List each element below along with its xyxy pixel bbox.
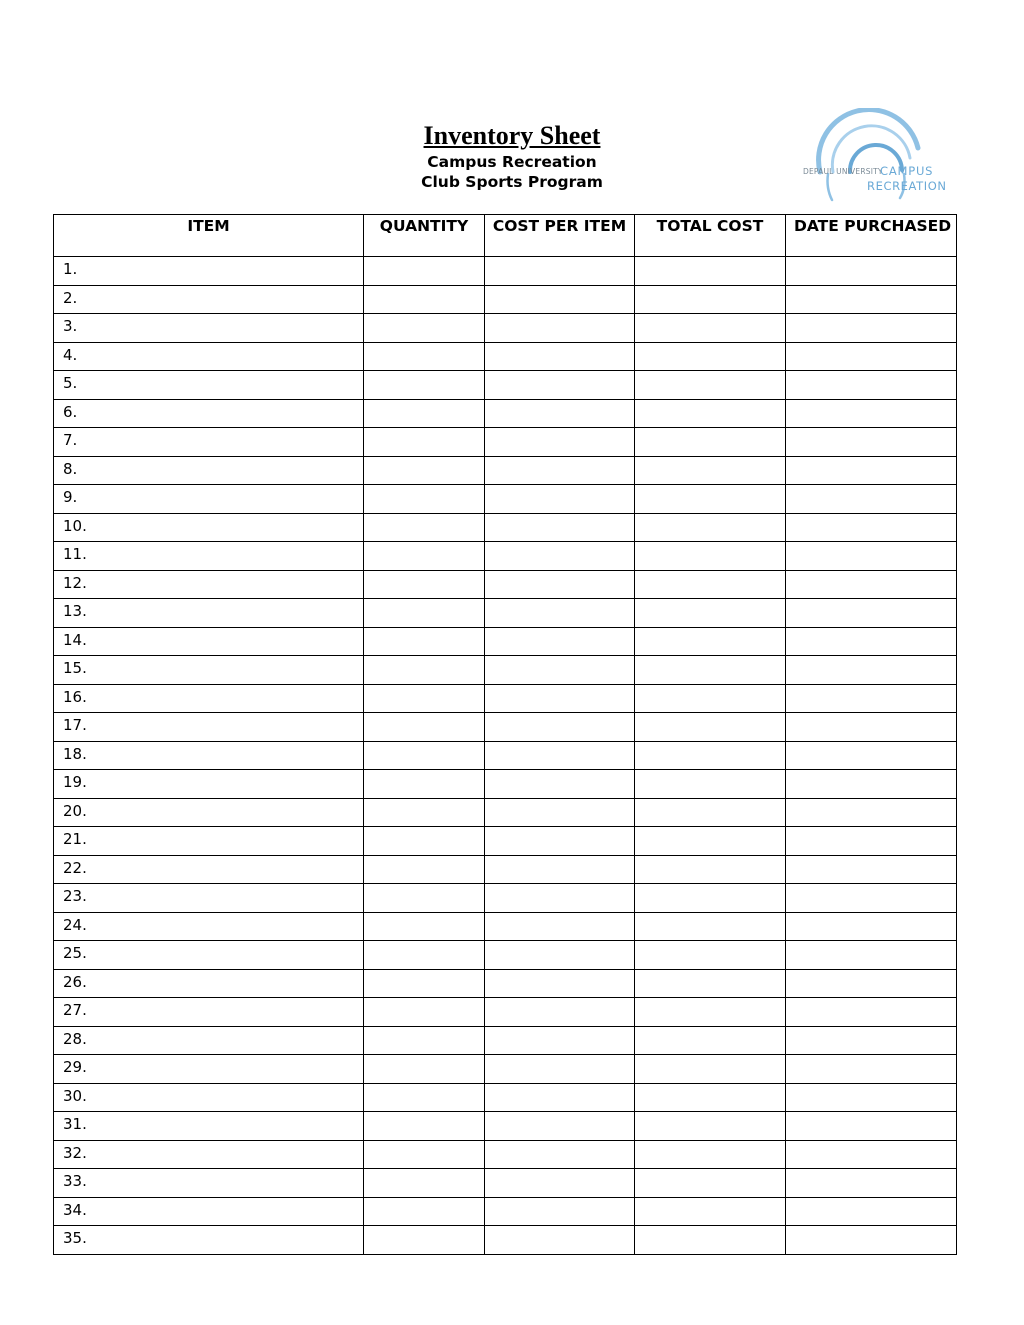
quantity-cell: [364, 855, 485, 884]
table-row: [54, 342, 957, 371]
total-cost-cell: [635, 884, 786, 913]
campus-recreation-logo: [800, 108, 947, 204]
quantity-cell: [364, 542, 485, 571]
date-purchased-cell: [786, 513, 957, 542]
cost-per-item-cell: [485, 798, 635, 827]
cost-per-item-cell: [485, 1083, 635, 1112]
total-cost-cell: [635, 371, 786, 400]
total-cost-cell: [635, 770, 786, 799]
quantity-cell: [364, 1169, 485, 1198]
item-cell: 17.: [54, 713, 364, 742]
table-row: [54, 627, 957, 656]
quantity-cell: [364, 941, 485, 970]
column-header-cost-per-item: COST PER ITEM: [485, 215, 635, 257]
date-purchased-cell: [786, 656, 957, 685]
cost-per-item-cell: [485, 1055, 635, 1084]
column-header-item: ITEM: [54, 215, 364, 257]
total-cost-cell: [635, 912, 786, 941]
item-cell: 32.: [54, 1140, 364, 1169]
table-row: [54, 599, 957, 628]
total-cost-cell: [635, 741, 786, 770]
date-purchased-cell: [786, 371, 957, 400]
quantity-cell: [364, 570, 485, 599]
total-cost-cell: [635, 713, 786, 742]
document-title: Inventory Sheet: [423, 121, 601, 150]
quantity-cell: [364, 713, 485, 742]
total-cost-cell: [635, 1169, 786, 1198]
item-cell: 6.: [54, 399, 364, 428]
total-cost-cell: [635, 1197, 786, 1226]
quantity-cell: [364, 1140, 485, 1169]
item-cell: 1.: [54, 257, 364, 286]
total-cost-cell: [635, 1055, 786, 1084]
date-purchased-cell: [786, 542, 957, 571]
inventory-table-body: [54, 257, 957, 1255]
total-cost-cell: [635, 969, 786, 998]
logo-university-text: DEPAUL UNIVERSITY: [803, 167, 883, 176]
total-cost-cell: [635, 513, 786, 542]
table-row: [54, 1112, 957, 1141]
date-purchased-cell: [786, 1140, 957, 1169]
date-purchased-cell: [786, 941, 957, 970]
cost-per-item-cell: [485, 627, 635, 656]
quantity-cell: [364, 1026, 485, 1055]
table-row: [54, 428, 957, 457]
cost-per-item-cell: [485, 257, 635, 286]
item-cell: 26.: [54, 969, 364, 998]
quantity-cell: [364, 684, 485, 713]
document-subtitle-program: Club Sports Program: [421, 173, 603, 191]
table-row: [54, 513, 957, 542]
item-cell: 30.: [54, 1083, 364, 1112]
cost-per-item-cell: [485, 855, 635, 884]
total-cost-cell: [635, 1026, 786, 1055]
quantity-cell: [364, 884, 485, 913]
document-subtitle-department: Campus Recreation: [427, 153, 597, 171]
date-purchased-cell: [786, 342, 957, 371]
total-cost-cell: [635, 257, 786, 286]
quantity-cell: [364, 1197, 485, 1226]
date-purchased-cell: [786, 570, 957, 599]
cost-per-item-cell: [485, 713, 635, 742]
date-purchased-cell: [786, 827, 957, 856]
quantity-cell: [364, 741, 485, 770]
item-cell: 22.: [54, 855, 364, 884]
cost-per-item-cell: [485, 912, 635, 941]
item-cell: 34.: [54, 1197, 364, 1226]
total-cost-cell: [635, 798, 786, 827]
logo-campus-text: CAMPUS: [880, 164, 934, 178]
cost-per-item-cell: [485, 456, 635, 485]
cost-per-item-cell: [485, 314, 635, 343]
logo-recreation-text: RECREATION: [867, 179, 947, 193]
date-purchased-cell: [786, 399, 957, 428]
cost-per-item-cell: [485, 827, 635, 856]
table-row: [54, 542, 957, 571]
item-cell: 11.: [54, 542, 364, 571]
item-cell: 15.: [54, 656, 364, 685]
cost-per-item-cell: [485, 969, 635, 998]
item-cell: 7.: [54, 428, 364, 457]
total-cost-cell: [635, 1112, 786, 1141]
total-cost-cell: [635, 428, 786, 457]
item-cell: 27.: [54, 998, 364, 1027]
item-cell: 16.: [54, 684, 364, 713]
table-row: [54, 570, 957, 599]
table-header-row: [54, 215, 957, 257]
item-cell: 35.: [54, 1226, 364, 1255]
cost-per-item-cell: [485, 485, 635, 514]
quantity-cell: [364, 599, 485, 628]
date-purchased-cell: [786, 428, 957, 457]
total-cost-cell: [635, 855, 786, 884]
total-cost-cell: [635, 684, 786, 713]
quantity-cell: [364, 371, 485, 400]
item-cell: 23.: [54, 884, 364, 913]
table-row: [54, 855, 957, 884]
date-purchased-cell: [786, 855, 957, 884]
cost-per-item-cell: [485, 599, 635, 628]
quantity-cell: [364, 1226, 485, 1255]
date-purchased-cell: [786, 884, 957, 913]
item-cell: 19.: [54, 770, 364, 799]
item-cell: 2.: [54, 285, 364, 314]
cost-per-item-cell: [485, 998, 635, 1027]
quantity-cell: [364, 485, 485, 514]
date-purchased-cell: [786, 1055, 957, 1084]
cost-per-item-cell: [485, 684, 635, 713]
table-row: [54, 1226, 957, 1255]
quantity-cell: [364, 998, 485, 1027]
item-cell: 13.: [54, 599, 364, 628]
total-cost-cell: [635, 542, 786, 571]
item-cell: 3.: [54, 314, 364, 343]
date-purchased-cell: [786, 998, 957, 1027]
table-row: [54, 998, 957, 1027]
cost-per-item-cell: [485, 570, 635, 599]
cost-per-item-cell: [485, 428, 635, 457]
cost-per-item-cell: [485, 1140, 635, 1169]
cost-per-item-cell: [485, 1226, 635, 1255]
column-header-date-purchased: DATE PURCHASED: [786, 215, 957, 257]
cost-per-item-cell: [485, 513, 635, 542]
total-cost-cell: [635, 1140, 786, 1169]
item-cell: 31.: [54, 1112, 364, 1141]
date-purchased-cell: [786, 1112, 957, 1141]
total-cost-cell: [635, 399, 786, 428]
total-cost-cell: [635, 627, 786, 656]
quantity-cell: [364, 428, 485, 457]
item-cell: 25.: [54, 941, 364, 970]
item-cell: 14.: [54, 627, 364, 656]
table-row: [54, 941, 957, 970]
cost-per-item-cell: [485, 770, 635, 799]
cost-per-item-cell: [485, 399, 635, 428]
total-cost-cell: [635, 827, 786, 856]
quantity-cell: [364, 314, 485, 343]
table-row: [54, 912, 957, 941]
table-row: [54, 684, 957, 713]
table-row: [54, 1169, 957, 1198]
item-cell: 18.: [54, 741, 364, 770]
item-cell: 8.: [54, 456, 364, 485]
total-cost-cell: [635, 1083, 786, 1112]
quantity-cell: [364, 656, 485, 685]
date-purchased-cell: [786, 713, 957, 742]
table-row: [54, 285, 957, 314]
total-cost-cell: [635, 1226, 786, 1255]
date-purchased-cell: [786, 684, 957, 713]
cost-per-item-cell: [485, 542, 635, 571]
table-row: [54, 884, 957, 913]
table-row: [54, 770, 957, 799]
total-cost-cell: [635, 285, 786, 314]
table-row: [54, 713, 957, 742]
table-row: [54, 798, 957, 827]
date-purchased-cell: [786, 1169, 957, 1198]
date-purchased-cell: [786, 456, 957, 485]
item-cell: 20.: [54, 798, 364, 827]
quantity-cell: [364, 342, 485, 371]
quantity-cell: [364, 257, 485, 286]
cost-per-item-cell: [485, 1169, 635, 1198]
date-purchased-cell: [786, 485, 957, 514]
table-row: [54, 1026, 957, 1055]
total-cost-cell: [635, 599, 786, 628]
quantity-cell: [364, 456, 485, 485]
date-purchased-cell: [786, 1083, 957, 1112]
date-purchased-cell: [786, 257, 957, 286]
quantity-cell: [364, 1055, 485, 1084]
total-cost-cell: [635, 998, 786, 1027]
column-header-total-cost: TOTAL COST: [635, 215, 786, 257]
date-purchased-cell: [786, 599, 957, 628]
date-purchased-cell: [786, 1226, 957, 1255]
quantity-cell: [364, 798, 485, 827]
cost-per-item-cell: [485, 371, 635, 400]
item-cell: 4.: [54, 342, 364, 371]
quantity-cell: [364, 770, 485, 799]
item-cell: 28.: [54, 1026, 364, 1055]
date-purchased-cell: [786, 285, 957, 314]
table-row: [54, 1055, 957, 1084]
date-purchased-cell: [786, 1197, 957, 1226]
total-cost-cell: [635, 314, 786, 343]
quantity-cell: [364, 513, 485, 542]
table-row: [54, 969, 957, 998]
table-row: [54, 656, 957, 685]
cost-per-item-cell: [485, 342, 635, 371]
table-row: [54, 485, 957, 514]
quantity-cell: [364, 1112, 485, 1141]
document-header: [312, 120, 712, 192]
total-cost-cell: [635, 941, 786, 970]
cost-per-item-cell: [485, 1026, 635, 1055]
total-cost-cell: [635, 342, 786, 371]
date-purchased-cell: [786, 770, 957, 799]
date-purchased-cell: [786, 798, 957, 827]
quantity-cell: [364, 285, 485, 314]
total-cost-cell: [635, 656, 786, 685]
quantity-cell: [364, 399, 485, 428]
item-cell: 33.: [54, 1169, 364, 1198]
date-purchased-cell: [786, 627, 957, 656]
date-purchased-cell: [786, 969, 957, 998]
table-row: [54, 1197, 957, 1226]
cost-per-item-cell: [485, 285, 635, 314]
table-row: [54, 371, 957, 400]
quantity-cell: [364, 1083, 485, 1112]
cost-per-item-cell: [485, 656, 635, 685]
table-row: [54, 257, 957, 286]
item-cell: 9.: [54, 485, 364, 514]
inventory-table: [53, 214, 957, 1255]
table-row: [54, 456, 957, 485]
table-row: [54, 741, 957, 770]
cost-per-item-cell: [485, 941, 635, 970]
table-row: [54, 314, 957, 343]
quantity-cell: [364, 912, 485, 941]
quantity-cell: [364, 969, 485, 998]
item-cell: 21.: [54, 827, 364, 856]
cost-per-item-cell: [485, 741, 635, 770]
total-cost-cell: [635, 456, 786, 485]
total-cost-cell: [635, 485, 786, 514]
quantity-cell: [364, 627, 485, 656]
table-row: [54, 399, 957, 428]
cost-per-item-cell: [485, 884, 635, 913]
column-header-quantity: QUANTITY: [364, 215, 485, 257]
date-purchased-cell: [786, 912, 957, 941]
cost-per-item-cell: [485, 1197, 635, 1226]
date-purchased-cell: [786, 741, 957, 770]
date-purchased-cell: [786, 314, 957, 343]
item-cell: 5.: [54, 371, 364, 400]
item-cell: 12.: [54, 570, 364, 599]
item-cell: 24.: [54, 912, 364, 941]
table-row: [54, 1083, 957, 1112]
date-purchased-cell: [786, 1026, 957, 1055]
total-cost-cell: [635, 570, 786, 599]
cost-per-item-cell: [485, 1112, 635, 1141]
table-row: [54, 827, 957, 856]
quantity-cell: [364, 827, 485, 856]
table-row: [54, 1140, 957, 1169]
item-cell: 29.: [54, 1055, 364, 1084]
item-cell: 10.: [54, 513, 364, 542]
